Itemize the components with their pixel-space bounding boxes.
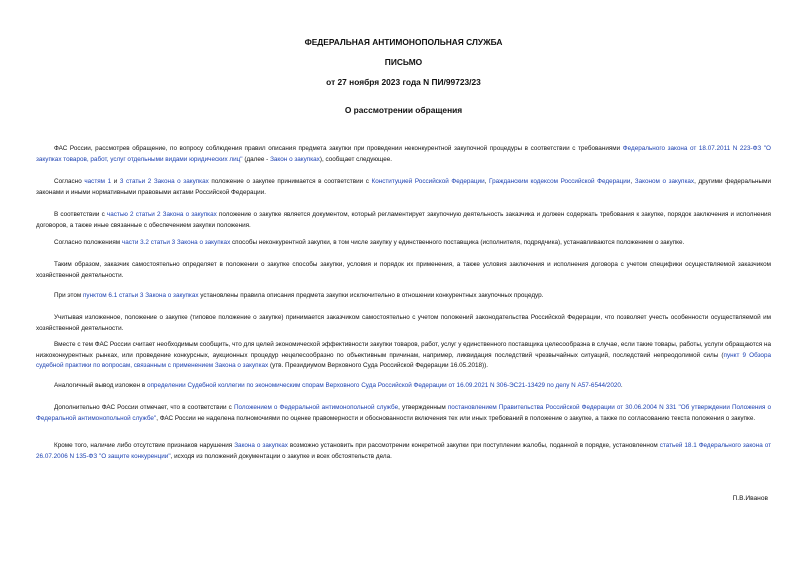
legal-reference-link[interactable]: постановлением Правительства Российской Федерации от 30.06.2004 N 331 "Об утверждении Положения о Федеральной антимонопольной службе": [36, 404, 771, 422]
paragraph-text: , исходя из положений документации о закупке и всех обстоятельств дела.: [170, 452, 392, 460]
paragraph-text: способы неконкурентной закупки, в том числе закупку у единственного поставщика (исполнителя, подрядчика), устанавливаются положением о закупке.: [230, 239, 685, 246]
paragraph-2: [36, 177, 771, 198]
legal-reference-link[interactable]: Конституцией Российской Федерации: [371, 178, 485, 185]
paragraph-text: положение о закупке принимается в соответствии с: [208, 178, 372, 185]
legal-reference-link[interactable]: частью 2 статьи 2 Закона о закупках: [106, 211, 217, 218]
paragraph-text: Вместе с тем ФАС России считает необходимым сообщить, что для целей экономической эффективности закупки товаров, работ, услуг у единственного поставщика целесообразна в случае, если такие товары, работы, услуги обращаются на низкоконкурентных рынках, или проведение конкурсных, аукционных процедур нецелесообразно по объективным причинам, например, ликвидация последствий чрезвычайных ситуаций, последствий непреодолимой силы (: [36, 341, 771, 359]
legal-reference-link[interactable]: Закон о закупках: [270, 155, 320, 163]
paragraph-7: [36, 313, 771, 334]
paragraph-text: Согласно положениям: [54, 239, 122, 246]
paragraph-text: , другими федеральными законами и иными нормативными правовыми актами Российской Федерации.: [36, 178, 771, 196]
paragraph-3: [36, 210, 771, 231]
document-subject: О рассмотрении обращения: [344, 105, 463, 115]
paragraph-text: возможно установить при рассмотрении конкретной закупки при поступлении жалобы, поданной в порядке, установленном: [287, 442, 660, 449]
paragraph-text: При этом: [54, 292, 83, 299]
legal-reference-link[interactable]: Гражданским кодексом Российской Федерации: [489, 178, 631, 185]
paragraph-8: [36, 340, 771, 372]
legal-reference-link[interactable]: пунктом 6.1 статьи 3 Закона о закупках: [82, 292, 199, 299]
agency-title: ФЕДЕРАЛЬНАЯ АНТИМОНОПОЛЬНАЯ СЛУЖБА: [304, 37, 503, 47]
paragraph-text: .: [620, 382, 623, 389]
document-type: ПИСЬМО: [384, 57, 423, 67]
legal-reference-link[interactable]: частям 1: [84, 178, 112, 185]
legal-reference-link[interactable]: Закона о закупках: [234, 442, 288, 449]
document-date-number: от 27 ноября 2023 года N ПИ/99723/23: [326, 77, 481, 87]
paragraph-5: [36, 260, 771, 281]
legal-reference-link[interactable]: Законом о закупках: [634, 178, 695, 185]
legal-reference-link[interactable]: Федерального закона от 18.07.2011 N 223-ФЗ "О закупках товаров, работ, услуг отдельными видами юридических лиц": [36, 145, 771, 163]
paragraph-text: Таким образом, заказчик самостоятельно определяет в положении о закупке способы закупки, условия и порядок их применения, а также условия заключения и исполнения договора с учетом специфики осуществляемой заказчиком хозяйственной деятельности.: [36, 261, 771, 279]
paragraph-text: Кроме того, наличие либо отсутствие признаков нарушения: [54, 442, 235, 449]
paragraph-text: положение о закупке является документом, который регламентирует закупочную деятельность заказчика и должен содержать требования к закупке, порядок заключения и исполнения договоров, а также иные связанные с обеспечением закупки положения.: [36, 211, 771, 229]
paragraph-text: , ФАС России не наделена полномочиями по оценке правомерности и обоснованности включения тех или иных требований в положение о закупке, а также по согласованию текста положения о закупке.: [156, 414, 756, 422]
paragraph-text: ,: [484, 178, 489, 185]
paragraph-9: [36, 381, 771, 392]
paragraph-text: и: [111, 178, 120, 185]
paragraph-text: Дополнительно ФАС России отмечает, что в соответствии с: [54, 404, 234, 411]
paragraph-6: [36, 291, 771, 302]
paragraph-text: ,: [630, 178, 635, 185]
paragraph-text: установлены правила описания предмета закупки исключительно в отношении конкурентных закупочных процедур.: [198, 292, 544, 299]
paragraph-text: (утв. Президиумом Верховного Суда Российской Федерации 16.05.2018)).: [268, 362, 489, 370]
legal-reference-link[interactable]: части 3.2 статьи 3 Закона о закупках: [121, 239, 231, 246]
paragraph-text: , утвержденным: [398, 404, 448, 411]
paragraph-text: Согласно: [54, 178, 85, 185]
paragraph-11: [36, 441, 771, 462]
legal-reference-link[interactable]: статьей 18.1 Федерального закона от 26.07.2006 N 135-ФЗ "О защите конкуренции": [36, 442, 772, 460]
paragraph-1: [36, 144, 771, 165]
legal-reference-link[interactable]: 3 статьи 2 Закона о закупках: [119, 178, 209, 185]
paragraph-text: Учитывая изложенное, положение о закупке (типовое положение о закупке) принимается заказчиком самостоятельно с учетом положений законодательства Российской Федерации, что позволяет учесть особенности осуществляемой им хозяйственной деятельности.: [36, 314, 771, 332]
legal-reference-link[interactable]: Положением о Федеральной антимонопольной службе: [233, 404, 399, 411]
legal-reference-link[interactable]: пункт 9 Обзора судебной практики по вопросам, связанным с применением Закона о закупках: [36, 351, 771, 370]
paragraph-text: (далее -: [242, 155, 271, 163]
signature: П.В.Иванов: [732, 495, 768, 502]
paragraph-text: В соответствии с: [54, 211, 107, 218]
paragraph-text: Аналогичный вывод изложен в: [54, 382, 147, 389]
paragraph-text: ФАС России, рассмотрев обращение, по вопросу соблюдения правил описания предмета закупки при проведении неконкурентной закупочной процедуры в соответствии с требованиями: [54, 145, 623, 152]
paragraph-text: ), сообщает следующее.: [319, 155, 393, 163]
paragraph-4: [36, 238, 771, 249]
paragraph-10: [36, 403, 771, 424]
legal-reference-link[interactable]: определении Судебной коллегии по экономическим спорам Верховного Суда Российской Федерации от 16.09.2021 N 306-ЭС21-13429 по делу N А57-6544/2020: [146, 382, 621, 389]
